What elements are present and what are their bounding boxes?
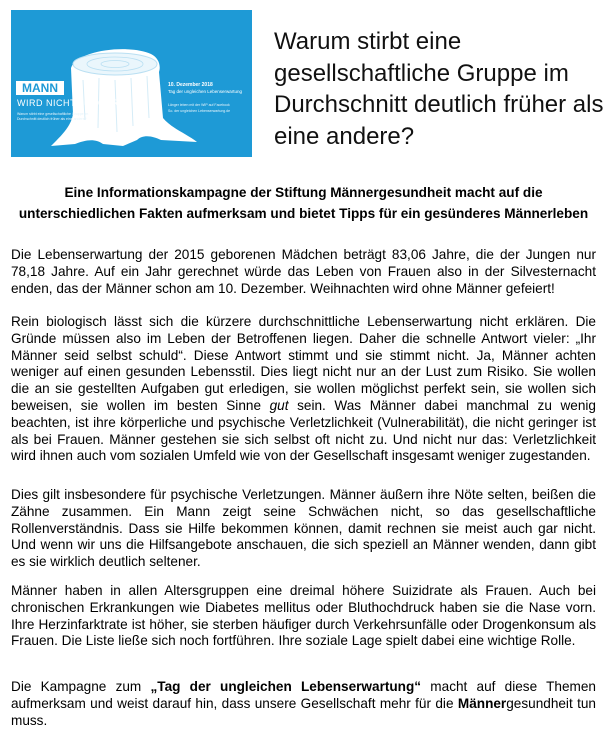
campaign-name: „Tag der ungleichen Lebenserwartung“ — [150, 679, 422, 694]
banner-day: Tag der ungleichen Lebenserwartung — [168, 89, 243, 94]
banner-date: 10. Dezember 2018 — [168, 82, 213, 88]
paragraph-5-part-b: macht auf diese Themen aufmerksam und weist darauf hin, dass unsere Gesellschaft mehr für die — [11, 679, 596, 711]
paragraph-1: Die Lebenserwartung der 2015 geborenen Mädchen beträgt 83,06 Jahre, die der Jungen nur 78,18 Jahre. Auf ein Jahr gerechnet würde das Leben von Frauen also in der Silvesternacht enden, das der Männer schon am 10. Dezember. Weihnachten wird ohne Männer gefeiert! — [11, 247, 596, 296]
paragraph-5-part-a: Die Kampagne zum — [11, 679, 151, 694]
paragraph-2-emphasis: gut — [269, 397, 289, 413]
banner-line-1: Länger leben mit der WIP auf Facebook — [168, 103, 230, 107]
paragraph-4: Männer haben in allen Altersgruppen eine dreimal höhere Suizidrate als Frauen. Auch bei chronischen Erkrankungen wie Diabetes mellitus oder Bluthochdruck haben sie die Nase vorn. Ihre Herzinfarktrate ist höher, sie sterben häufiger durch Verkehrsunfälle oder Drogenkonsum als Frauen. Die Liste ließe sich noch fortführen. Ihre soziale Lage spielt dabei eine wichtige Rolle. — [11, 583, 596, 649]
campaign-banner — [11, 10, 252, 157]
paragraph-2-part-a: Rein biologisch lässt sich die kürzere durchschnittliche Lebenserwartung nicht erklären. Die Gründe müssen also im Leben der Betroffenen liegen. Daher die schnelle Antwort vieler: „Ihr Männer seid selbst schuld“. Diese Antwort stimmt und sie stimmt nicht. Ja, Männer achten weniger auf einen gesunden Lebensstil. Dies liegt nicht nur an der Lust zum Risiko. Sie wollen die an sie gestellten Aufgaben gut erledigen, sie wollen möglichst perfekt sein, sie wollen sich beweisen, sie wollen im besten Sinne — [11, 314, 596, 413]
paragraph-3: Dies gilt insbesondere für psychische Verletzungen. Männer äußern ihre Nöte selten, beißen die Zähne zusammen. Ein Mann zeigt seine Schwächen nicht, so das gesellschaftliche Rollenverständnis. Dass sie Hilfe bekommen können, damit rechnen sie meist auch gar nicht. Und wenn wir uns die Hilfsangebote anschauen, die sich speziell an Männer wenden, dann gibt es sie wirklich deutlich seltener. — [11, 487, 596, 570]
banner-badge: MANN — [16, 81, 64, 95]
banner-subtitle: WIRD NICHT JÜNGER — [17, 98, 119, 108]
paragraph-5 — [11, 679, 596, 729]
banner-small-text: Warum stirbt eine gesellschaftliche Gruppe im Durchschnitt deutlich früher als eine andere? — [17, 112, 89, 121]
paragraph-5-part-c: gesundheit tun muss. — [11, 695, 596, 728]
lead-paragraph: Eine Informationskampagne der Stiftung Männergesundheit macht auf die unterschiedlichen Fakten aufmerksam und bietet Tipps für ein gesünderes Männerleben — [18, 185, 589, 221]
paragraph-2-part-b: sein. Was Männer dabei manchmal zu wenig beachten, ist ihre körperliche und psychische Verletzlichkeit (Vulnerabilität), die nicht geringer ist als bei Frauen. Männer gestehen sie sich selbst oft nicht zu. Und nicht nur das: Verletzlichkeit wird ihnen auch vom sozialen Umfeld wie von der Gesellschaft insgesamt weniger zugestanden. — [11, 397, 596, 464]
paragraph-2 — [11, 314, 596, 465]
banner-line-2: So. der ungleichen Lebenserwartung.de — [168, 109, 231, 113]
maenner-emphasis: Männer — [457, 695, 507, 711]
headline: Warum stirbt eine gesellschaftliche Gruppe im Durchschnitt deutlich früher als eine andere? — [274, 28, 604, 150]
